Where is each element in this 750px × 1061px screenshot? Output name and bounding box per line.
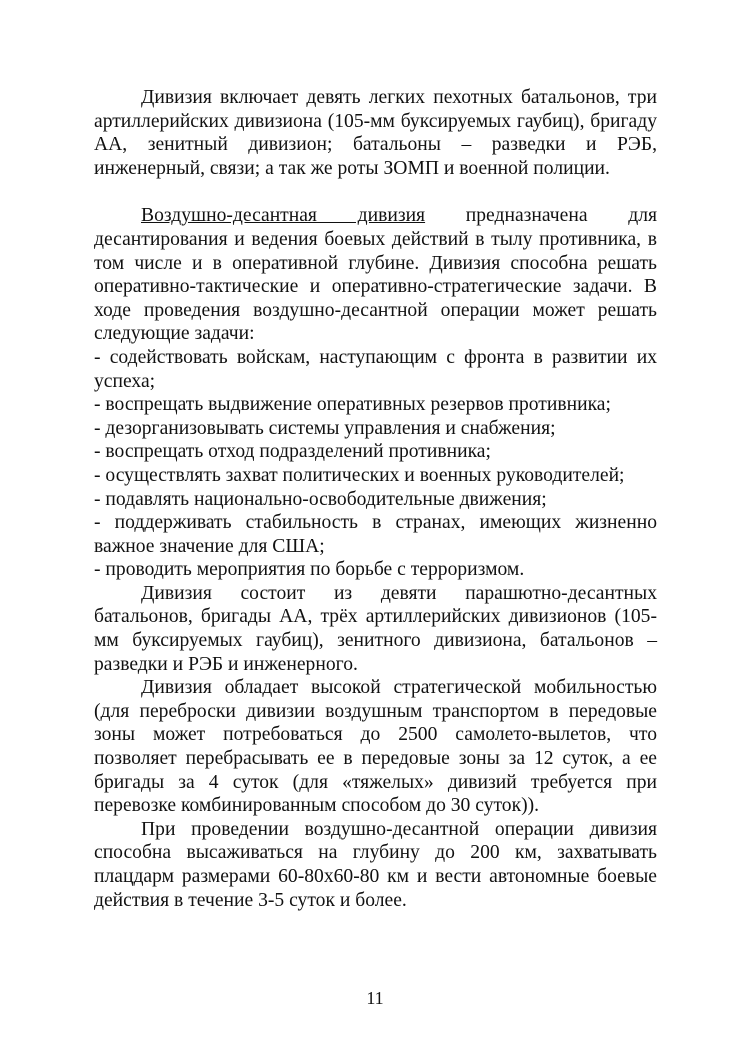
task-list — [94, 346, 657, 582]
list-item: - осуществлять захват политических и военных руководителей; — [94, 464, 625, 486]
list-item: - поддерживать стабильность в странах, имеющих жизненно важное значение для США; — [94, 512, 657, 557]
airborne-division-term: Воздушно-десантная дивизия — [141, 205, 426, 227]
airborne-division-description: предназначена для десантирования и ведения боевых действий в тылу противника, в том числе и в оперативной глубине. Дивизия способна решать оперативно-тактические и оперативно-стратегические задачи. В ходе проведения воздушно-десантной операции может решать следующие задачи: — [94, 205, 657, 345]
list-item: - воспрещать отход подразделений противника; — [94, 441, 491, 463]
list-item: - содействовать войскам, наступающим с фронта в развитии их успеха; — [94, 346, 657, 392]
document-body — [94, 86, 657, 912]
paragraph-strategic-mobility: Дивизия обладает высокой стратегической мобильностью (для переброски дивизии воздушным транспортом в передовые зоны может потребоваться до 2500 самолето-вылетов, что позволяет перебрасывать ее в передовые зоны за 12 суток, а ее бригады за 4 суток (для «тяжелых» дивизий требуется при перевозке комбинированным способом до 30 суток)). — [94, 677, 657, 817]
paragraph-division-composition: Дивизия включает девять легких пехотных батальонов, три артиллерийских дивизиона (105-мм буксируемых гаубиц), бригаду АА, зенитный дивизион; батальоны – разведки и РЭБ, инженерный, связи; а так же роты ЗОМП и военной полиции. — [94, 87, 657, 179]
page-number: 11 — [366, 988, 384, 1008]
list-item: - дезорганизовывать системы управления и снабжения; — [94, 417, 556, 439]
paragraph-airborne-division — [94, 204, 657, 346]
list-item: - воспрещать выдвижение оперативных резервов противника; — [94, 394, 611, 416]
list-item: - проводить мероприятия по борьбе с терроризмом. — [94, 559, 525, 581]
list-item: - подавлять национально-освободительные движения; — [94, 488, 547, 510]
paragraph-airborne-composition: Дивизия состоит из девяти парашютно-десантных батальонов, бригады АА, трёх артиллерийских дивизионов (105-мм буксируемых гаубиц), зенитного дивизиона, батальонов – разведки и РЭБ и инженерного. — [94, 582, 657, 675]
paragraph-landing-depth: При проведении воздушно-десантной операции дивизия способна высаживаться на глубину до 200 км, захватывать плацдарм размерами 60-80х60-80 км и вести автономные боевые действия в течение 3-5 суток и более. — [94, 818, 657, 911]
